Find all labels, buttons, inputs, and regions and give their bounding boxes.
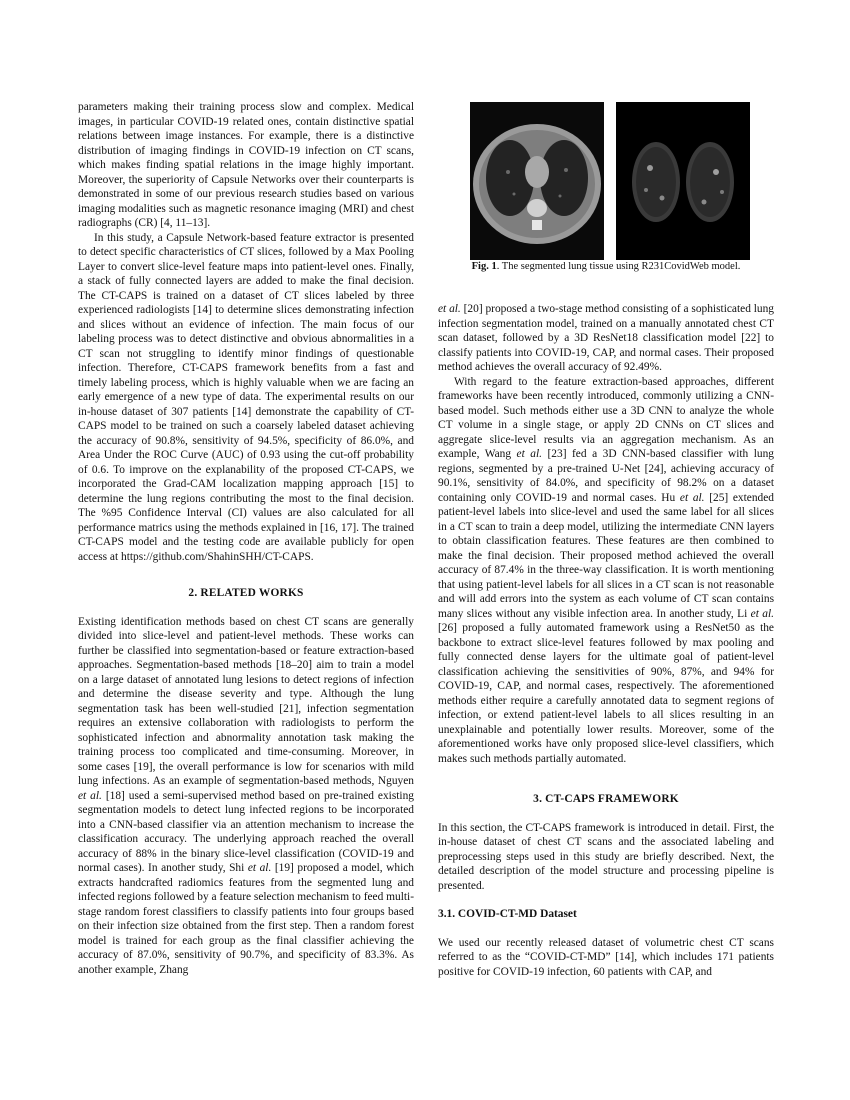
framework-heading: 3. CT-CAPS FRAMEWORK <box>533 793 679 805</box>
zhang-paragraph-continued: et al. [20] proposed a two-stage method consisting of a sophisticated lung infection segmentation model, trained on a manually annotated chest CT scan dataset, followed by a 3D ResNet18 classification model [22] to classify patients into COVID-19, CAP, and normal cases. Their proposed method achieves the overall accuracy of 92.49%. <box>438 303 774 373</box>
dataset-subheading: 3.1. COVID-CT-MD Dataset <box>438 908 577 920</box>
study-paragraph: In this study, a Capsule Network-based feature extractor is presented to detect specific characteristics of CT slices, followed by a Max Pooling Layer to convert slice-level feature maps into patient-level ones. Finally, a stack of fully connected layers are added to make the final decision. The CT-CAPS is trained on a dataset of CT slices labeled by three experienced radiologists [14] to determine slices demonstrating infection and slices without an evidence of infection. The main focus of our labeling process was to detect distinctive and obvious abnormalities in a CT scan not struggling to identify minor findings of questionable infection. Therefore, CT-CAPS framework benefits from a fast and timely labeling process, which is highly valuable when we are facing an early emergence of a new type of data. The experimental results on our in-house dataset of 307 patients [14] demonstrate the capability of CT-CAPS model to be trained on such a coarsely labeled dataset achieving the accuracy of 90.8%, sensitivity of 94.5%, specificity of 86.0%, and Area Under the ROC Curve (AUC) of 0.93 using the cut-off probability of 0.6. To improve on the explanability of the proposed CT-CAPS, we incorporated the Grad-CAM localization mapping approach [15] to determine the lung regions contributing the most to the final decision. The %95 Confidence Interval (CI) values are also calculated for all performance matrics using the methods explained in [16, 17]. The trained CT-CAPS model and the testing code are available publicly for open access at https://github.com/ShahinSHH/CT-CAPS. <box>78 231 414 563</box>
ct-segmented-lung-image <box>616 102 750 260</box>
framework-paragraph: In this section, the CT-CAPS framework is introduced in detail. First, the in-house dataset of chest CT scans and the associated labeling and preprocessing steps used in this study are briefly described. Next, the detailed description of the model structure and processing pipeline is presented. <box>438 821 774 892</box>
related-works-heading: 2. RELATED WORKS <box>188 587 304 599</box>
right-column <box>438 302 774 979</box>
figure-ct-images <box>470 102 750 260</box>
dataset-paragraph: We used our recently released dataset of volumetric chest CT scans referred to as the “COVID-CT-MD” [14], which includes 171 patients positive for COVID-19 infection, 60 patients with CAP, and <box>438 936 774 978</box>
ct-original-image <box>470 102 604 260</box>
figure-caption: Fig. 1. The segmented lung tissue using R231CovidWeb model. <box>471 261 741 272</box>
feature-extraction-paragraph: With regard to the feature extraction-based approaches, different frameworks have been recently introduced, commonly utilizing a CNN-based model. Such methods either use a 3D CNN to analyze the whole CT volume in a single stage, or apply 2D CNNs on CT slices and aggregate slice-level results via an aggregation mechanism. As an example, Wang et al. [23] fed a 3D CNN-based classifier with lung regions, segmented by a pre-trained U-Net [24], achieving accuracy of 90.1%, sensitivity of 84.0%, and specificity of 98.2% on a dataset containing only COVID-19 and normal cases. Hu et al. [25] extended patient-level labels into slice-level and used the same label for all slices in a CT scan to train a deep model, utilizing the intermediate CNN layers to obtain classification features. These features are then combined to make the final decision. Their proposed method achieved the overall accuracy of 87.4% in the three-way classification. It is worth mentioning that using patient-level labels for all slices in a CT scan is not reasonable and will add errors into the system as each volume of CT scan contains many slices without any visible infection area. In another study, Li et al. [26] proposed a fully automated framework using a ResNet50 as the backbone to extract slice-level features followed by max pooling and fully connected dense layers for the ultimate goal of patient-level classification achieving the sensitivities of 90%, 87%, and 94% for COVID-19, CAP, and normal cases, respectively. The aforementioned methods either require a carefully annotated data to segment regions of infection, or extend patient-level labels to all slices resulting in an unexplainable and potentially lower results. Moreover, some of the aforementioned works have only proposed slice-level classifiers, which makes such methods partially automated. <box>438 375 775 765</box>
related-works-paragraph: Existing identification methods based on chest CT scans are generally divided into slice-level and patient-level methods. These works can further be classified into segmentation-based or feature extraction-based approaches. Segmentation-based methods [18–20] aim to train a model on a large dataset of annotated lung lesions to detect regions of infection and determine the disease severity and type. Although the lung segmentation task has been well-studied [21], infection segmentation requires an extensive collaboration with radiologists to perform the sophisticated infection and abnormality annotation task making the training process too complicated and time-consuming. Moreover, in some cases [19], the overall performance is low for scenarios with mild lung infections. As an example of segmentation-based methods, Nguyen et al. [18] used a semi-supervised method based on pre-trained existing segmentation models to detect lung infected regions to be incorporated into a CNN-based classifier via an attention mechanism to increase the classification accuracy. The underlying approach reached the overall accuracy of 88% in the binary slice-level classification (COVID-19 and normal cases). In another study, Shi et al. [19] proposed a model, which extracts handcrafted radiomics features from the segmented lung and infected regions followed by a feature selection mechanism to feed multi-stage random forest classifiers to classify patients into four groups based on their infection size obtained from the first step. Then a random forest model is trained for each group as the final classifier achieving the accuracy of 87.0%, sensitivity of 90.7%, and specificity of 83.3%. As another example, Zhang <box>78 615 415 976</box>
left-column <box>78 100 414 977</box>
intro-paragraph-continued: parameters making their training process slow and complex. Medical images, in particular COVID-19 related ones, contain distinctive spatial relations between image instances. For example, there is a distinctive distribution of imaging findings in COVID-19 infection on CT scans, which makes finding spatial relations in the image highly important. Moreover, the superiority of Capsule Networks over their counterparts is demonstrated in some of our previous research studies based on various imaging modalities such as magnetic resonance imaging (MRI) and chest radiographs (CR) [4, 11–13]. <box>78 101 414 229</box>
